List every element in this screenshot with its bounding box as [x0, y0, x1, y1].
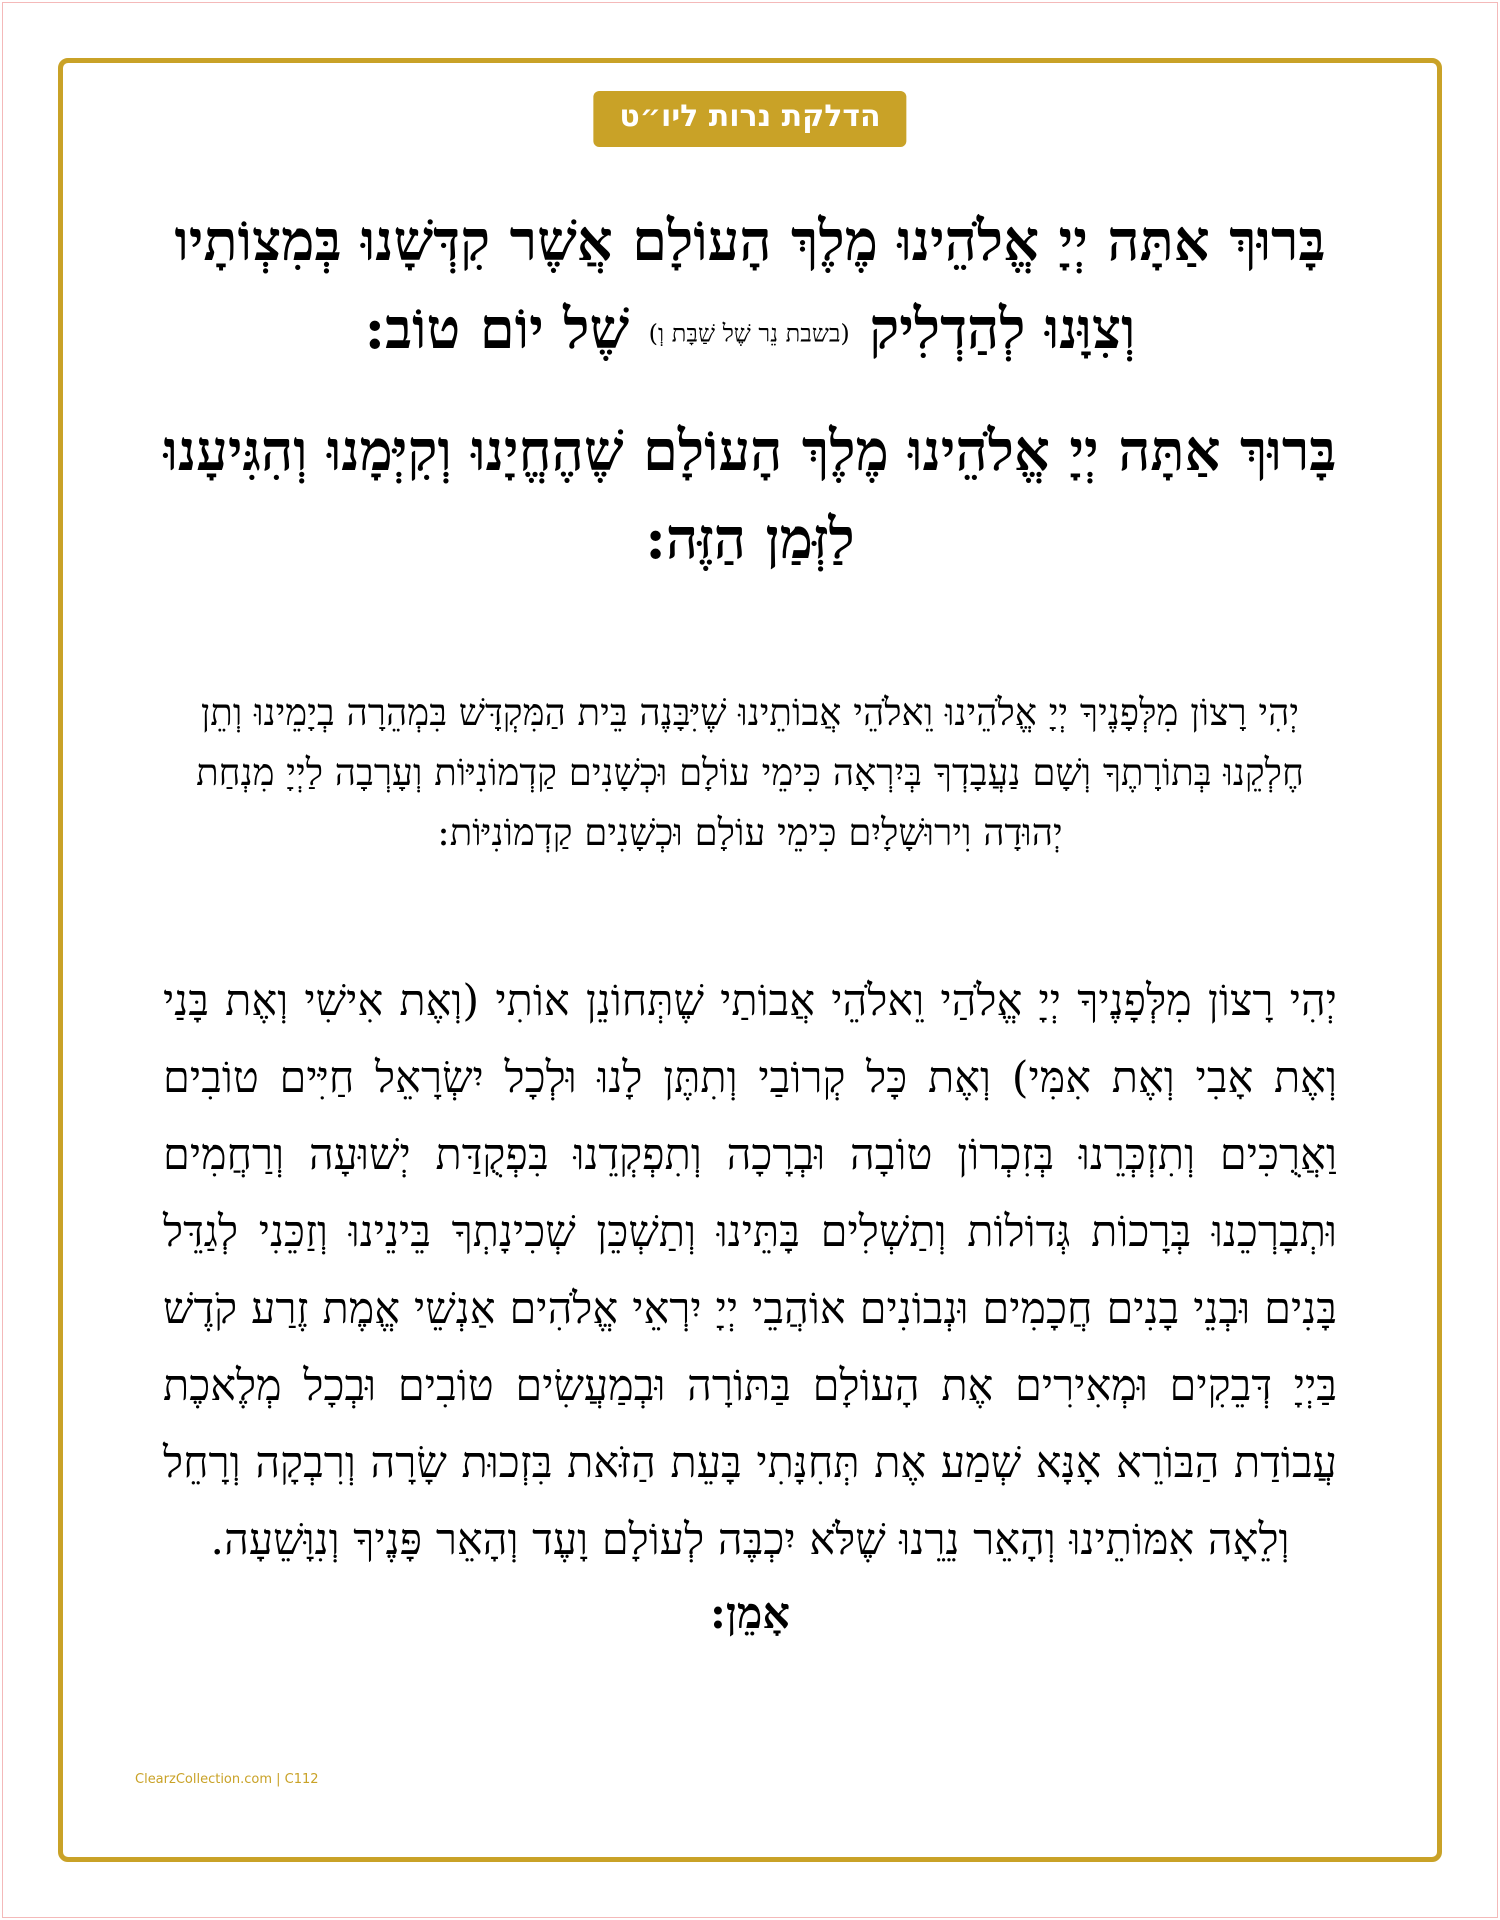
gold-frame — [58, 58, 1442, 1862]
amen: אָמֵן: — [710, 1589, 790, 1640]
yehi-ratzon-techina: יְהִי רָצוֹן מִלְּפָנֶיךָ יְיָ אֱלֹהַי וֵאלֹהֵי אֲבוֹתַי שֶׁתְּחוֹנֵן אוֹתִי (וְאֶת אִישִׁי וְאֶת בָּנַי וְאֶת אָבִי וְאֶת אִמִּי) וְאֶת כָּל קְרוֹבַי וְתִתֶּן לָנוּ וּלְכָל יִשְׂרָאֵל חַיִּים טוֹבִים וַאֲרֻכִּים וְתִזְכְּרֵנוּ בְּזִכְרוֹן טוֹבָה וּבְרָכָה וְתִפְקְדֵנוּ בִּפְקֻדַּת יְשׁוּעָה וְרַחֲמִים וּתְבָרְכֵנוּ בְּרָכוֹת גְּדוֹלוֹת וְתַשְׁלִים בָּתֵּינוּ וְתַשְׁכֵּן שְׁכִינָתְךָ בֵּינֵינוּ וְזַכֵּנִי לְגַדֵּל בָּנִים וּבְנֵי בָנִים חֲכָמִים וּנְבוֹנִים אוֹהֲבֵי יְיָ יִרְאֵי אֱלֹהִים אַנְשֵׁי אֱמֶת זֶרַע קֹדֶשׁ בַּיְיָ דְּבֵקִים וּמְאִירִים אֶת הָעוֹלָם בַּתּוֹרָה וּבְמַעֲשִׂים טוֹבִים וּבְכָל מְלֶאכֶת עֲבוֹדַת הַבּוֹרֵא אָנָּא שְׁמַע אֶת תְּחִנָּתִי בָּעֵת הַזֹּאת בִּזְכוּת שָׂרָה וְרִבְקָה וְרָחֵל וְלֵאָה אִמּוֹתֵינוּ וְהָאֵר נֵרֵנוּ שֶׁלֹּא יִכְבֶּה לְעוֹלָם וָעֶד וְהָאֵר פָּנֶיךָ וְנִוָּשֵׁעָה. — [163, 976, 1338, 1566]
bracha-lehadlik-end: שֶׁל יוֹם טוֹב: — [364, 296, 630, 362]
content — [163, 195, 1337, 1649]
bracha-lehadlik — [163, 197, 1337, 377]
footer-credit: ClearzCollection.com | C112 — [135, 1772, 319, 1787]
shabbat-note: (בשבת נֵר שֶׁל שַׁבָּת וְ) — [648, 319, 850, 348]
bracha-shehecheyanu: בָּרוּךְ אַתָּה יְיָ אֱלֹהֵינוּ מֶלֶךְ הָעוֹלָם שֶׁהֶחֱיָנוּ וְקִיְּמָנוּ וְהִגִּיעָנוּ לַזְּמַן הַזֶּה: — [163, 418, 1337, 573]
yehi-ratzon-mikdash: יְהִי רָצוֹן מִלְּפָנֶיךָ יְיָ אֱלֹהֵינוּ וֵאלֹהֵי אֲבוֹתֵינוּ שֶׁיִּבָּנֶה בֵּית הַמִּקְדָּשׁ בִּמְהֵרָה בְיָמֵינוּ וְתֵן חֶלְקֵנוּ בְּתוֹרָתֶךָ וְשָׁם נַעֲבָדְךָ בְּיִרְאָה כִּימֵי עוֹלָם וּכְשָׁנִים קַדְמוֹנִיּוֹת וְעָרְבָה לַיְיָ מִנְחַת יְהוּדָה וִירוּשָׁלָיִם כִּימֵי עוֹלָם וּכְשָׁנִים קַדְמוֹנִיּוֹת: — [196, 691, 1304, 855]
title-badge: הדלקת נרות ליו״ט — [593, 91, 906, 147]
bracha-lehadlik-main: בָּרוּךְ אַתָּה יְיָ אֱלֹהֵינוּ מֶלֶךְ הָעוֹלָם אֲשֶׁר קִדְּשָׁנוּ בְּמִצְוֹתָיו וְצִוָּנוּ לְהַדְלִיק — [174, 208, 1326, 362]
